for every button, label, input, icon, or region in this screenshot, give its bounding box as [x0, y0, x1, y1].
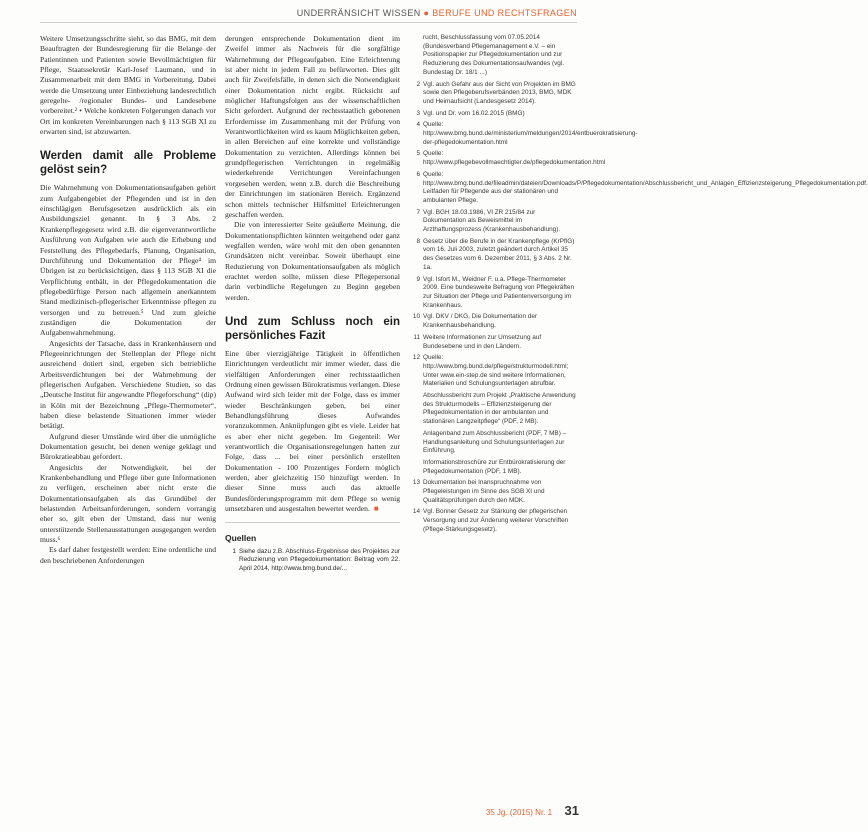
reference-item [409, 170, 868, 206]
issue-label: 35 Jg. (2015) Nr. 1 [485, 808, 553, 817]
reference-text: Quelle: http://www.pflegebevollmaechtigter.de/pflegedokumentation.html [423, 150, 606, 167]
reference-item [409, 150, 606, 167]
reference-item [409, 209, 577, 235]
reference-item [409, 121, 638, 147]
end-mark: ■ [373, 504, 379, 514]
reference-item [409, 508, 577, 534]
reference-text: Weitere Informationen zur Umsetzung auf Bundesebene und in den Ländern. [423, 333, 542, 350]
paragraph [225, 349, 400, 515]
reference-text: Vgl. und Dr. vom 16.02.2015 (BMG) [423, 109, 525, 117]
reference-list [225, 548, 400, 574]
header-separator: ● [420, 8, 433, 18]
reference-item [409, 81, 577, 107]
reference-item [409, 238, 577, 273]
reference-number: 12 [412, 354, 420, 362]
section-heading: Und zum Schluss noch ein persönliches Fazit [225, 315, 400, 342]
reference-text: Siehe dazu z.B. Abschluss-Ergebnisse des Projektes zur Reduzierung von Pflegedokumentation: Beitrag vom 22. April 2014, http://www.bmg.bund.de/... [239, 547, 400, 573]
reference-number: 14 [412, 508, 420, 516]
reference-list [409, 34, 868, 535]
paragraph: Die Wahrnehmung von Dokumentationsaufgaben gehört zum Aufgabengebiet der Pflegenden und ist in den einschlägigen Berufsgesetzen ausdrücklich als ein Ausbildungsziel genannt. In § 3 Abs. 2 Krankenpflegegesetz wird z.B. die eigenverantwortliche Ausführung von Aufgaben wie auch die Erhebung und Feststellung des Pflegebedarfs, Planung, Organisation, Durchführung und Dokumentation der Pflege⁴ im Übrigen ist zu berücksichtigen, dass § 113 SGB XI die Verpflichtung enthält, in der Pflegedokumentation die pflegebedürftige Person nach allgemein anerkanntem Stand medizinisch-pflegerischer Erkenntnisse pflegen zu versorgen und zu betreuen.⁵ Und zum gleiche zuständigen die Dokumentation der Aufgabenwahrnehmung. [40, 183, 216, 338]
sources-rule [225, 522, 400, 523]
reference-number: 1 [232, 547, 236, 555]
reference-number: 2 [416, 80, 420, 88]
page-header [0, 0, 605, 26]
reference-text: Dokumentation bei Inanspruchnahme von Pflegeleistungen im Sinne des SGB XI und Qualitätsprüfungen durch den MDK. [423, 479, 545, 504]
reference-number: 9 [416, 275, 420, 283]
subsection-label: BERUFE UND RECHTSFRAGEN [432, 8, 577, 18]
reference-text: Vgl. BGH 18.03.1986, VI ZR 215/84 zur Dokumentation als Beweismittel im Arzthaftungsprozess (Krankenhausbehandlung). [423, 208, 561, 234]
reference-text: Quelle: http://www.bmg.bund.de/ministerium/meldungen/2014/entbuerokratisierung-der-pflegedokumentation.html [423, 121, 638, 146]
reference-text: Vgl. Isfort M., Weidner F. u.a. Pflege-Thermometer 2009. Eine bundesweite Befragung von Pflegekräften zur Situation der Pflege und Patientenversorgung im Krankenhaus. [423, 275, 574, 309]
sources-heading: Quellen [225, 533, 257, 544]
reference-text: Abschlussbericht zum Projekt „Praktische Anwendung des Strukturmodells – Effizienzsteigerung der Pflegedokumentation in der ambulanten und stationären Langzeitpflege“ (PDF, 2 MB). [423, 392, 576, 426]
reference-number: 7 [416, 208, 420, 216]
section-label: UNDERRÄNSICHT WISSEN [296, 8, 421, 18]
reference-item [409, 479, 577, 505]
paragraph: Es darf daher festgestellt werden: Eine ordentliche und den beschriebenen Anforderungen [40, 545, 216, 565]
page-number: 31 [564, 803, 579, 818]
reference-item [409, 459, 577, 476]
paragraph: Angesichts der Tatsache, dass in Krankenhäusern und Pflegeeinrichtungen der Stellenplan der Pflege nicht ausreichend dotiert sind, ergeben sich betriebliche Arbeitsverdichtungen bei der Wahrnehmung der pflegerischen Aufgaben. Verschiedene Studien, so das „Deutsche Institut für angewandte Pflegeforschung“ (dip) in Köln mit der Bezeichnung „Pflege-Thermometer“, haben diese belastende Situationen immer wieder betätigt. [40, 338, 216, 431]
reference-item [409, 313, 577, 330]
reference-item [225, 548, 400, 574]
reference-text: Vgl. auch Gefahr aus der Sicht von Projekten im BMG sowie den Pflegeberufsverbänden 2013, BMG, MDK und Heimaufsicht (Landesgesetz 2014). [423, 80, 576, 105]
running-head [297, 8, 577, 18]
column-2 [225, 34, 400, 577]
reference-text: Gesetz über die Berufe in der Krankenpflege (KrPflG) vom 16. Juli 2003, zuletzt geändert durch Artikel 35 des Gesetzes vom 6. Dezember 2011, § 3 Abs. 2 Nr. 1a. [423, 237, 575, 271]
reference-item [409, 276, 577, 311]
reference-item [409, 110, 577, 119]
reference-number: 5 [416, 150, 420, 158]
paragraph: Aufgrund dieser Umstände wird über die unmögliche Dokumentation gesucht, bei denen wenige geklagt und Bürokratieabbau gefordert. [40, 431, 216, 462]
reference-text: rucht, Beschlussfassung vom 07.05.2014 (Bundesverband Pflegemanagement e.V. – ein Positionspapier zur Pflegedokumentation und zur Reduzierung des Dokumentationsaufwandes (vgl. Bundestag Dr. 18/1 ...) [423, 34, 565, 76]
reference-item [409, 334, 577, 351]
column-3-references [409, 34, 868, 538]
paragraph-text: Eine über vierzigjährige Tätigkeit in öffentlichen Einrichtungen verdeutlicht mir immer wieder, dass die vielfältigen Anforderungen einer rechtsstaatlichen Ordnung einen gewissen Bürokratismus verlangen. Diese Aufwand wird sich leider mit der Folge, dass es immer wieder Beschränkungen geben, bei einer Behandlungsführung dieses Aufwandes voranzukommen. Anknüpfungen gibt es viele. Leider hat es aber eher nicht gegeben. Im Gegenteil: Wer verantwortlich die Organisationsregelungen hatten zur Folge, dass ... bei einer persönlich erstellten Dokumentation - 100 Prozentiges Fordern möglich werden, aber gleichzeitig 150 hinzufügt werden. In dieser Sinne muss auch das aktuelle Bundesförderungsprogramm mit dem Pflege so wenig umsetzbaren und ausgestalten bewertet werden. [225, 348, 400, 514]
reference-text: Quelle: http://www.bmg.bund.de/pflege/strukturmodell.html; Unter www.ein-step.de sind weitere Informationen, Materialien und Schulungsunterlagen abrufbar. [423, 354, 569, 388]
column-1 [40, 34, 216, 566]
reference-text: Quelle: http://www.bmg.bund.de/fileadmin/dateien/Downloads/P/Pflegedokumentation/Abschlussbericht_und_Anlagen_Effizienzsteigerung_Pflegedokumentation.pdf. Leitfaden für Pflegende aus der stationären und ambulanten Pflege. [423, 170, 868, 204]
reference-item [409, 354, 577, 389]
reference-text: Informationsbroschüre zur Entbürokratisierung der Pflegedokumentation (PDF, 1 MB). [423, 458, 566, 475]
reference-number: 10 [412, 313, 420, 321]
paragraph: Die von interessierter Seite geäußerte Meinung, die Dokumentationspflichten könnten weitgehend oder ganz wegfallen werden, wäre wohl mit den oben genannten Grundsätzen nicht vereinbar. Soweit überhaupt eine Reduzierung von Dokumentationsaufgaben als möglich erachtet werden sollte, müssen diese Pflegepersonal darin verbindliche Regelungen zu Beginn gegeben werden. [225, 220, 400, 302]
reference-number: 11 [413, 333, 420, 341]
page-footer [486, 802, 579, 820]
paragraph: Angesichts der Notwendigkeit, bei der Krankenbehandlung und Pflege über gute Informationen zu verfügen, erscheinen aber nicht erste die Dokumentationsaufgaben als das Grundübel der belastenden Arbeitsanforderungen, sondern vorrangig eher so, gilt eben der Umstand, dass nur wenig unterstützende Stellenausstattungen ausgegangen werden muss.⁶ [40, 462, 216, 545]
paragraph: derungen entsprechende Dokumentation dient im Zweifel immer als Nachweis für die sorgfältige Wahrnehmung der Pflegeaufgaben. Eine Erleichterung ist aber nicht in jedem Fall zu befürworten. Dies gilt auch für Zweifelsfälle, in denen sich die Notwendigkeit einer Dokumentation nicht ergibt. Rücksicht auf möglicher Haftungsfolgen aus der wissenschaftlichen Sicht gefordert. Aufgrund der rechtsstaatlich gebotenen Erfordernisse im Zusammenhang mit der Prüfung von Verantwortlichkeiten wird es kaum Möglichkeiten geben, in allen Bereichen auf eine korrekte und vollständige Dokumentation zu verzichten. Allerdings können bei grundpflegerischen Verrichtungen in regelmäßig wiederkehrende Verrichtungen Vereinfachungen vorgesehen werden, wenn z.B. durch die Beschreibung der Einrichtungen im stationären Bereich. Ergänzend schon mittels technischer Hilfsmittel Erleichterungen geschaffen werden. [225, 34, 400, 219]
section-heading: Werden damit alle Probleme gelöst sein? [40, 150, 216, 177]
reference-item [409, 34, 577, 78]
reference-number: 8 [416, 237, 420, 245]
paragraph: Weitere Umsetzungsschritte sieht, so das BMG, mit dem Beauftragten der Bundesregierung für die Belange der Patientinnen und Patienten sowie Bevollmächtigten für Pflege, Staatssekretär Karl-Josef Laumann, und in Zusammenarbeit mit dem BMG in Vorbereitung. Dabei werde die Umsetzung unter Einbeziehung landesrechtlich geregelte- /regionaler Bundes- und Landesebene vorbereitet.² • Welche konkreten Folgerungen danach vor Ort im konkreten Vereinbarungen nach § 113 SGB XI zu erwarten sind, ist abzuwarten. [40, 34, 216, 137]
reference-text: Anlagenband zum Abschlussbericht (PDF, 7 MB) – Handlungsanleitung und Schulungsunterlagen zur Einführung. [423, 429, 567, 455]
reference-text: Vgl. Bonner Gesetz zur Stärkung der pflegerischen Versorgung und zur Änderung weiterer Vorschriften (Pflege-Stärkungsgesetz). [423, 508, 569, 533]
reference-number: 3 [416, 109, 420, 117]
reference-number: 4 [416, 121, 420, 129]
reference-item [409, 392, 577, 427]
header-rule [40, 22, 577, 23]
reference-text: Vgl. DKV / DKG, Die Dokumentation der Krankenhausbehandlung. [423, 313, 538, 330]
reference-item [409, 430, 577, 456]
reference-number: 6 [416, 170, 420, 178]
reference-number: 13 [412, 479, 420, 487]
